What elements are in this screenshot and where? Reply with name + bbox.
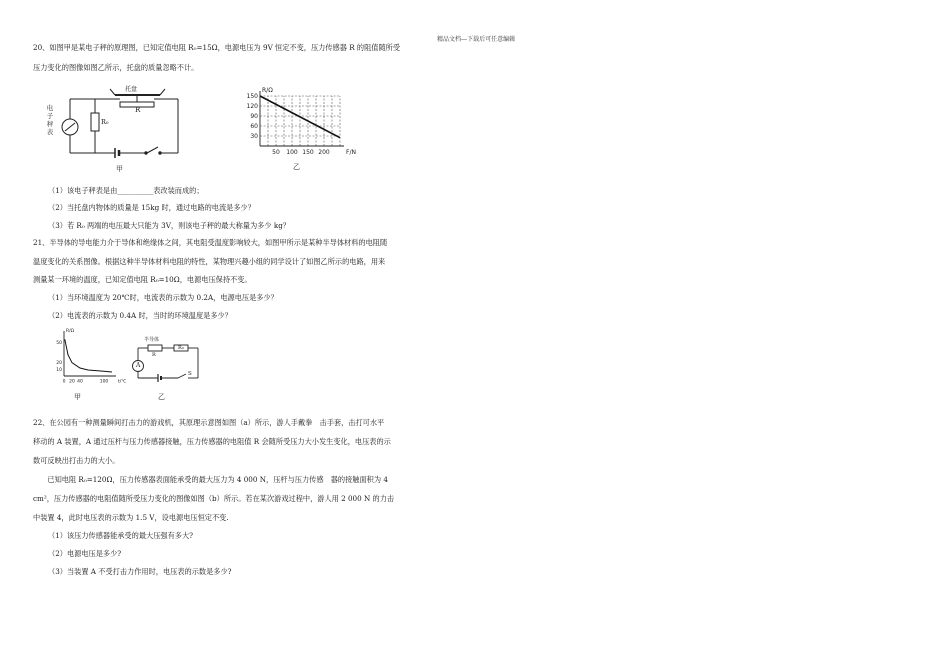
series-line bbox=[65, 339, 112, 372]
q21-fig-b-caption: 乙 bbox=[158, 393, 165, 401]
q21-fig-a-caption: 甲 bbox=[74, 393, 81, 401]
q21-line-3: 测量某一环境的温度，已知定值电阻 R₀=10Ω，电源电压保持不变。 bbox=[33, 275, 252, 284]
x-tick-label: 20 bbox=[69, 379, 75, 385]
q22-line-6: 中装置 4，此时电压表的示数为 1.5 V，设电源电压恒定不变. bbox=[33, 513, 229, 522]
r0-label: R₀ bbox=[101, 118, 109, 126]
tray-label: 托盘 bbox=[125, 86, 138, 93]
y-tick-label: 20 bbox=[56, 361, 62, 367]
y-axis-label: R/Ω bbox=[262, 87, 273, 94]
q20-line-2: 压力变化的图像如图乙所示，托盘的质量忽略不计。 bbox=[33, 63, 199, 72]
q20-item-1: （1）该电子秤表是由__________表改装而成的； bbox=[48, 186, 204, 195]
x-tick-label: 0 bbox=[62, 379, 66, 385]
q21-item-2: （2）电流表的示数为 0.4A 时，当时的环境温度是多少？ bbox=[48, 311, 232, 320]
q20-fig-a-caption: 甲 bbox=[116, 165, 123, 173]
y-tick-label: 30 bbox=[250, 133, 258, 140]
meter-label: 电子秤表 bbox=[46, 104, 54, 136]
q22-line-1: 22、在公园有一种测量瞬间打击力的游戏机，其原理示意图如图（a）所示，游人手戴拳 击手套，击打可水平 bbox=[33, 418, 385, 427]
q21-item-1: （1）当环境温度为 20℃时，电流表的示数为 0.2A，电源电压是多少？ bbox=[48, 293, 278, 302]
q22-item-1: （1）该压力传感器能承受的最大压强有多大? bbox=[48, 531, 193, 540]
switch-label: S bbox=[188, 371, 192, 377]
q20-fig-b-caption: 乙 bbox=[293, 163, 300, 171]
q20-item-2: （2）当托盘内物体的质量是 15kg 时，通过电路的电流是多少？ bbox=[48, 203, 255, 212]
y-tick-label: 50 bbox=[56, 341, 62, 347]
q22-item-3: （3）当装置 A 不受打击力作用时，电压表的示数是多少? bbox=[48, 567, 232, 576]
x-tick-label: 200 bbox=[318, 149, 330, 156]
q22-line-2: 移动的 A 装置，A 通过压杆与压力传感器接触，压力传感器的电阻值 R 会随所受压力大小发生变化，电压表的示 bbox=[33, 437, 391, 446]
q22-line-5: cm²，压力传感器的电阻值随所受压力变化的图像如图（b）所示。若在某次游戏过程中，游人用 2 000 N 的力击 bbox=[33, 494, 395, 503]
q21-line-1: 21、半导体的导电能力介于导体和绝缘体之间，其电阻受温度影响较大，如图甲所示是某种半导体材料的电阻随 bbox=[33, 238, 388, 247]
x-tick-label: 40 bbox=[77, 379, 83, 385]
x-tick-label: 150 bbox=[302, 149, 314, 156]
y-axis-label: R/Ω bbox=[66, 329, 75, 334]
y-tick-label: 120 bbox=[246, 103, 258, 110]
x-axis-label: F/N bbox=[346, 149, 356, 156]
r-label: R bbox=[135, 106, 141, 114]
q22-line-4: 已知电阻 R₀=120Ω，压力传感器表面能承受的最大压力为 4 000 N，压杆与压力传感 器的接触面积为 4 bbox=[33, 475, 388, 484]
y-tick-label: 150 bbox=[246, 93, 258, 100]
q21-circuit-figure bbox=[130, 336, 205, 386]
q20-item-3: （3）若 R₀ 两端的电压最大只能为 3V，则该电子秤的最大称量为多少 kg？ bbox=[48, 221, 290, 230]
q21-r-label: R bbox=[152, 352, 156, 358]
q21-r0-label: R₀ bbox=[178, 345, 184, 351]
x-axis-label: t/℃ bbox=[118, 379, 127, 385]
y-tick-label: 10 bbox=[56, 367, 62, 373]
semiconductor-label: 半导体 bbox=[144, 337, 160, 343]
q20-line-1: 20、如图甲是某电子秤的原理图，已知定值电阻 R₀=15Ω，电源电压为 9V 恒定不变，压力传感器 R 的阻值随所受 bbox=[33, 43, 401, 52]
y-tick-label: 90 bbox=[250, 113, 258, 120]
q20-resistance-chart bbox=[240, 86, 360, 166]
x-tick-label: 100 bbox=[286, 149, 298, 156]
q22-line-3: 数可反映出打击力的大小。 bbox=[33, 456, 120, 465]
x-tick-label: 100 bbox=[99, 379, 109, 385]
q21-line-2: 温度变化的关系图像。根据这种半导体材料电阻的特性，某物理兴趣小组的同学设计了如图乙所示的电路，用来 bbox=[33, 257, 386, 266]
y-tick-label: 60 bbox=[250, 123, 258, 130]
x-tick-label: 50 bbox=[272, 149, 280, 156]
ammeter-label: A bbox=[136, 362, 141, 369]
q22-item-2: （2）电源电压是多少? bbox=[48, 549, 122, 558]
q21-resistance-temp-chart bbox=[50, 328, 130, 388]
q20-circuit-figure bbox=[50, 85, 190, 170]
page-header: 精品文档---下载后可任意编辑 bbox=[437, 36, 516, 43]
